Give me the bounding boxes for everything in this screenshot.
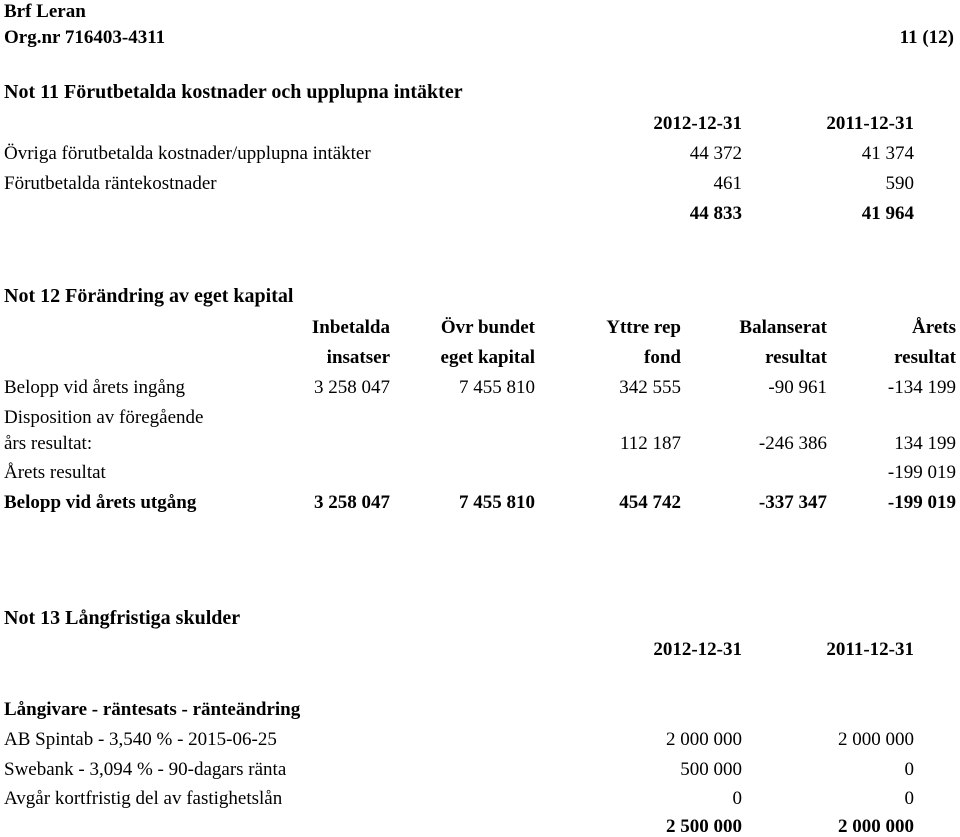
col-header-inbetalda-sub: insatser [326, 347, 390, 368]
cell-arets: -134 199 [887, 377, 956, 398]
cell-yttre-rep: 112 187 [619, 433, 681, 454]
note-12-title: Not 12 Förändring av eget kapital [4, 285, 294, 307]
row-label: Swebank - 3,094 % - 90-dagars ränta [4, 759, 287, 780]
row-value-2012: 461 [713, 173, 742, 194]
col-header-yttre-rep: Yttre rep [606, 317, 681, 338]
col-header-arets-sub: resultat [894, 347, 956, 368]
row-label: Belopp vid årets ingång [4, 377, 185, 398]
row-label: Belopp vid årets utgång [4, 492, 197, 513]
cell-inbetalda: 3 258 047 [314, 492, 390, 513]
row-label: Övriga förutbetalda kostnader/upplupna intäkter [4, 143, 371, 164]
note-11-total-2011: 41 964 [861, 203, 914, 224]
cell-yttre-rep: 454 742 [619, 492, 681, 513]
row-label: Avgår kortfristig del av fastighetslån [4, 788, 283, 809]
note-11-col1-header: 2012-12-31 [653, 113, 742, 134]
row-label: Årets resultat [4, 462, 106, 483]
row-value-2011: 0 [904, 759, 914, 780]
org-number: Org.nr 716403-4311 [4, 27, 166, 48]
row-value-2011: 2 000 000 [838, 729, 914, 750]
row-value-2011: 590 [885, 173, 914, 194]
cell-ovr-bundet: 7 455 810 [459, 377, 535, 398]
note-11-total-2012: 44 833 [689, 203, 742, 224]
cell-balanserat: -90 961 [768, 377, 827, 398]
row-value-2011: 0 [904, 788, 914, 809]
col-header-inbetalda: Inbetalda [311, 317, 390, 338]
note-13-col1-header: 2012-12-31 [653, 639, 742, 660]
col-header-balanserat-sub: resultat [765, 347, 827, 368]
cell-balanserat: -246 386 [758, 433, 827, 454]
cell-inbetalda: 3 258 047 [314, 377, 390, 398]
note-11-title: Not 11 Förutbetalda kostnader och upplupna intäkter [4, 81, 463, 103]
row-value-2012: 0 [732, 788, 742, 809]
note-13-title: Not 13 Långfristiga skulder [4, 607, 241, 629]
row-value-2012: 500 000 [680, 759, 742, 780]
note-11-col2-header: 2011-12-31 [826, 113, 914, 134]
col-header-ovr-bundet: Övr bundet [440, 317, 535, 338]
cell-arets: 134 199 [894, 433, 956, 454]
col-header-balanserat: Balanserat [739, 317, 827, 338]
org-name: Brf Leran [4, 1, 86, 22]
cell-arets: -199 019 [887, 492, 956, 513]
cell-balanserat: -337 347 [758, 492, 827, 513]
row-value-2011: 41 374 [861, 143, 914, 164]
cell-ovr-bundet: 7 455 810 [459, 492, 535, 513]
row-label: Förutbetalda räntekostnader [4, 173, 217, 194]
note-13-total-2011: 2 000 000 [838, 816, 914, 837]
note-13-col2-header: 2011-12-31 [826, 639, 914, 660]
page-number: 11 (12) [899, 27, 954, 48]
col-header-arets: Årets [912, 317, 956, 338]
row-label: AB Spintab - 3,540 % - 2015-06-25 [4, 729, 277, 750]
row-value-2012: 2 000 000 [666, 729, 742, 750]
col-header-ovr-bundet-sub: eget kapital [440, 347, 535, 368]
row-label: Disposition av föregående [4, 407, 204, 428]
note-13-subheader: Långivare - räntesats - ränteändring [4, 699, 301, 720]
cell-yttre-rep: 342 555 [619, 377, 681, 398]
cell-arets: -199 019 [887, 462, 956, 483]
row-label-cont: års resultat: [4, 433, 93, 454]
note-13-total-2012: 2 500 000 [666, 816, 742, 837]
col-header-yttre-rep-sub: fond [644, 347, 681, 368]
row-value-2012: 44 372 [689, 143, 742, 164]
